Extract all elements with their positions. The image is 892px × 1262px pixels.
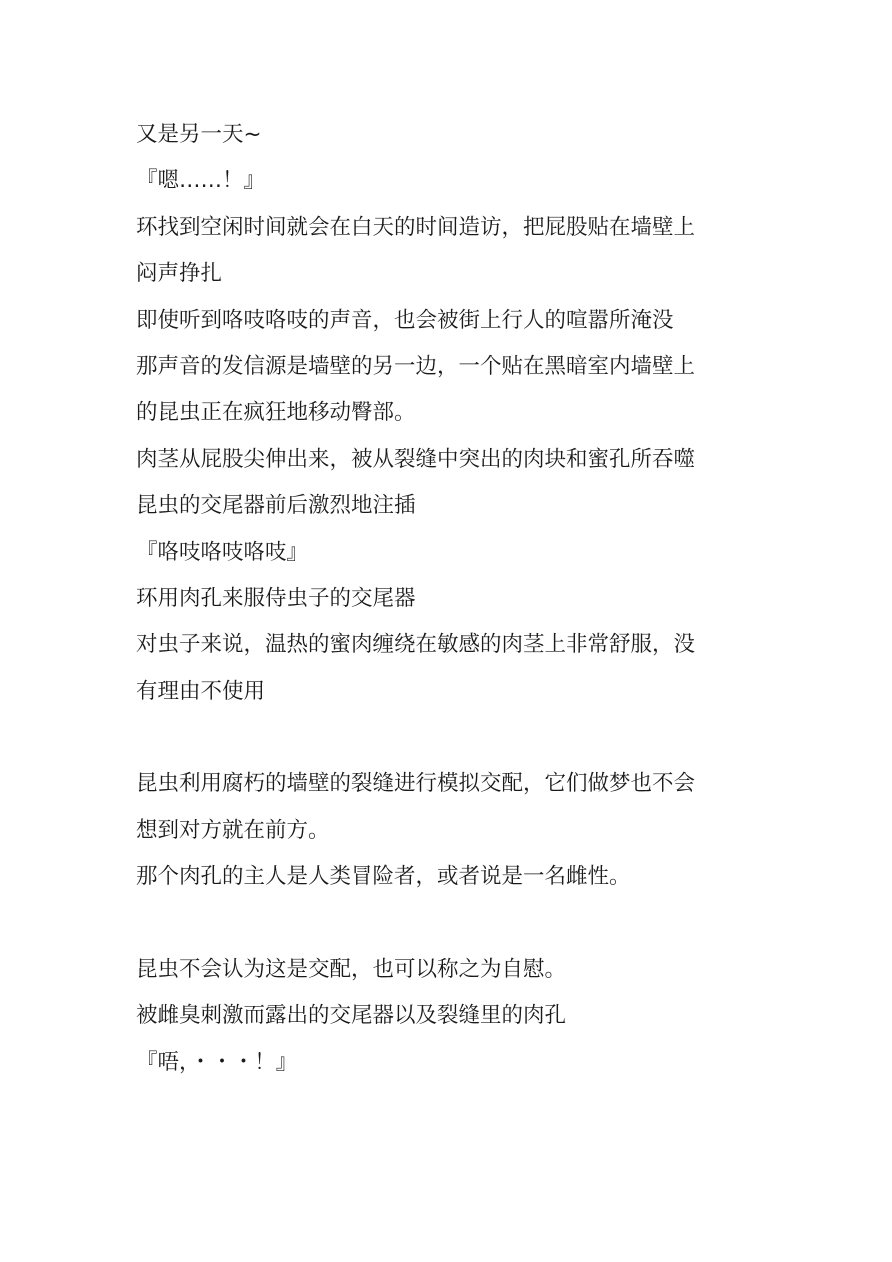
text-line: 对虫子来说，温热的蜜肉缠绕在敏感的肉茎上非常舒服，没 bbox=[136, 632, 696, 658]
text-line: 有理由不使用 bbox=[136, 678, 266, 704]
text-line: 即使听到咯吱咯吱的声音，也会被街上行人的喧嚣所淹没 bbox=[136, 307, 674, 333]
text-line: 昆虫利用腐朽的墙壁的裂缝进行模拟交配，它们做梦也不会 bbox=[136, 771, 696, 797]
text-line: 那个肉孔的主人是人类冒险者，或者说是一名雌性。 bbox=[136, 864, 631, 890]
text-line: 『嗯……！』 bbox=[136, 168, 266, 194]
body-text bbox=[136, 112, 776, 1086]
text-line: 『咯吱咯吱咯吱』 bbox=[136, 539, 309, 565]
text-line: 想到对方就在前方。 bbox=[136, 817, 330, 843]
text-line: 那声音的发信源是墙壁的另一边，一个贴在黑暗室内墙壁上 bbox=[136, 353, 696, 379]
text-line: 『唔，・・・！』 bbox=[136, 1049, 298, 1075]
blank-line bbox=[136, 901, 776, 947]
text-line: 环找到空闲时间就会在白天的时间造访，把屁股贴在墙壁上 bbox=[136, 214, 696, 240]
text-line: 的昆虫正在疯狂地移动臀部。 bbox=[136, 400, 416, 426]
text-line: 被雌臭刺激而露出的交尾器以及裂缝里的肉孔 bbox=[136, 1003, 567, 1029]
blank-line bbox=[136, 715, 776, 761]
text-line: 昆虫不会认为这是交配，也可以称之为自慰。 bbox=[136, 957, 567, 983]
text-line: 闷声挣扎 bbox=[136, 261, 223, 287]
text-line: 昆虫的交尾器前后激烈地注插 bbox=[136, 493, 416, 519]
text-line: 环用肉孔来服侍虫子的交尾器 bbox=[136, 585, 416, 611]
text-line: 肉茎从屁股尖伸出来，被从裂缝中突出的肉块和蜜孔所吞噬 bbox=[136, 446, 696, 472]
text-line: 又是另一天~ bbox=[136, 122, 262, 147]
